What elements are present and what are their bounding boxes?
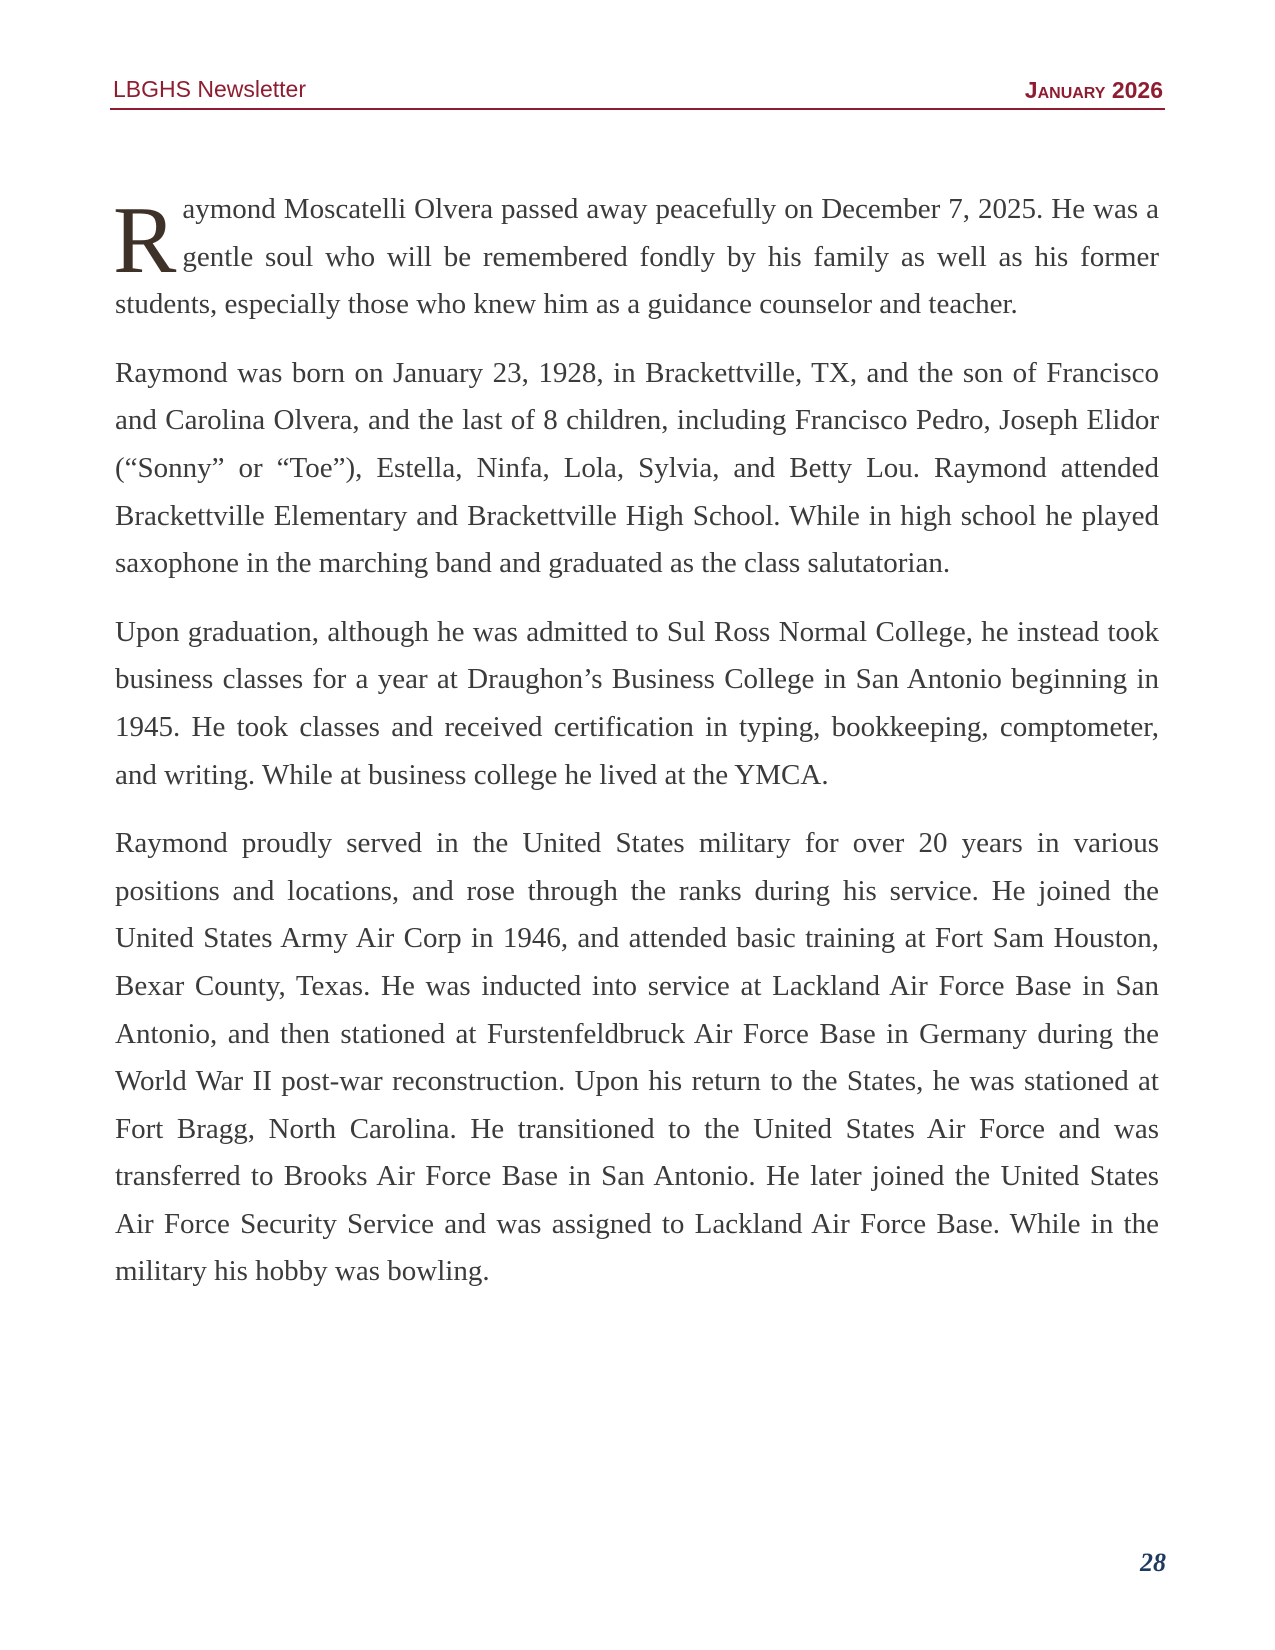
paragraph-1: [115, 186, 1159, 329]
issue-date: January 2026: [1024, 77, 1163, 103]
newsletter-title: LBGHS Newsletter: [113, 76, 307, 102]
page-number: 28: [1140, 1548, 1166, 1577]
page-header: [110, 70, 1165, 110]
paragraph-2: Raymond was born on January 23, 1928, in Brackettville, TX, and the son of Francisco and Carolina Olvera, and the last of 8 children, including Francisco Pedro, Joseph Elidor (“Sonny” or “Toe”), Estella, Ninfa, Lola, Sylvia, and Betty Lou. Raymond attended Brackettville Elementary and Brackettville High School. While in high school he played saxophone in the marching band and graduated as the class salutatorian.: [115, 356, 1159, 580]
paragraph-1-text: aymond Moscatelli Olvera passed away peacefully on December 7, 2025. He was a gentle soul who will be remembered fondly by his family as well as his former students, especially those who knew him as a guidance counselor and teacher.: [115, 193, 1159, 321]
article-body: [115, 186, 1159, 1317]
drop-cap: R: [113, 187, 177, 293]
paragraph-3: Upon graduation, although he was admitted to Sul Ross Normal College, he instead took business classes for a year at Draughon’s Business College in San Antonio beginning in 1945. He took classes and received certification in typing, bookkeeping, comptometer, and writing. While at business college he lived at the YMCA.: [115, 615, 1159, 791]
paragraph-4: Raymond proudly served in the United States military for over 20 years in various positions and locations, and rose through the ranks during his service. He joined the United States Army Air Corp in 1946, and attended basic training at Fort Sam Houston, Bexar County, Texas. He was inducted into service at Lackland Air Force Base in San Antonio, and then stationed at Furstenfeldbruck Air Force Base in Germany during the World War II post-war reconstruction. Upon his return to the States, he was stationed at Fort Bragg, North Carolina. He transitioned to the United States Air Force and was transferred to Brooks Air Force Base in San Antonio. He later joined the United States Air Force Security Service and was assigned to Lackland Air Force Base. While in the military his hobby was bowling.: [115, 827, 1159, 1288]
